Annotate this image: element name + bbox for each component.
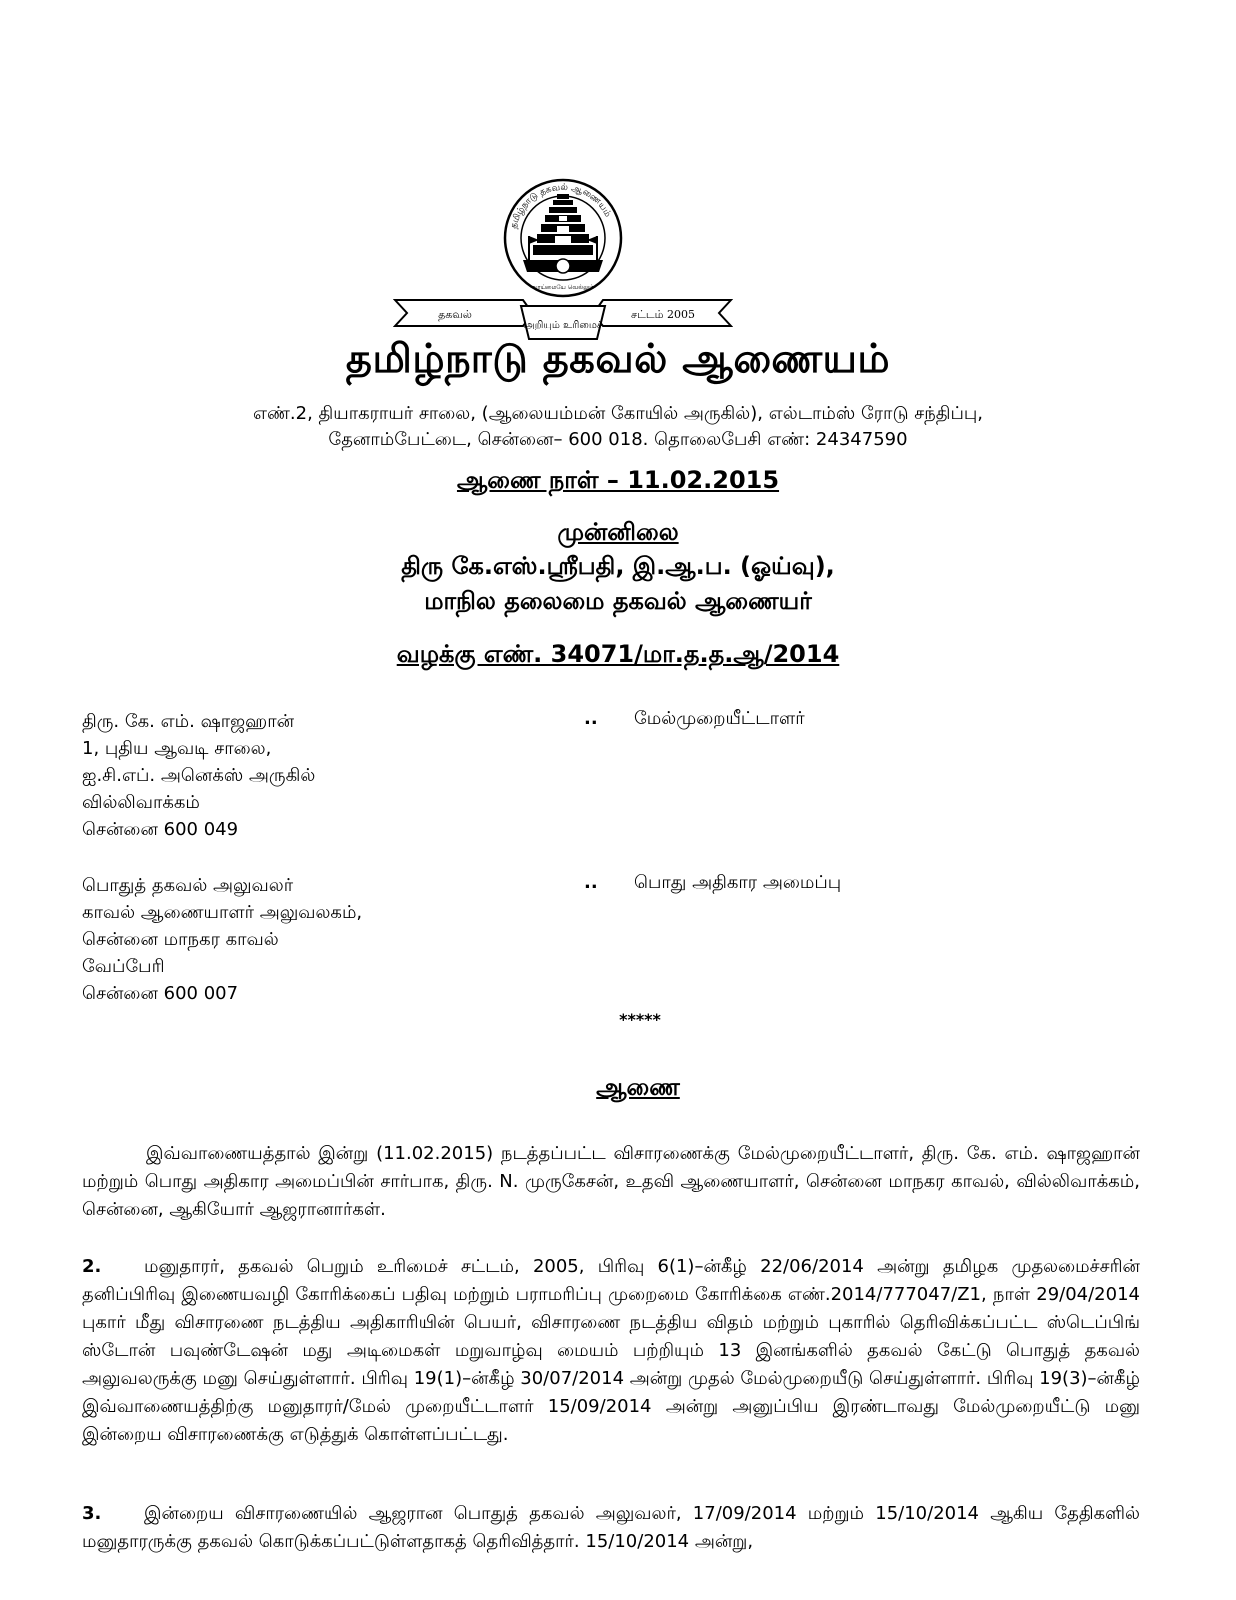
presence-heading: முன்னிலை <box>557 518 679 546</box>
respondent-address <box>82 872 362 1007</box>
appellant-line: திரு. கே. எம். ஷாஜஹான் <box>82 711 295 732</box>
paragraph-2-text: மனுதாரர், தகவல் பெறும் உரிமைச் சட்டம், 2005, பிரிவு 6(1)–ன்கீழ் 22/06/2014 அன்று தமிழக முதலமைச்சரின் தனிப்பிரிவு இணையவழி கோரிக்கைப் பதிவு மற்றும் பராமரிப்பு முறைமை கோரிக்கை எண்.2014/777047/Z1, நாள் 29/04/2014 புகார் மீது விசாரணை நடத்திய அதிகாரியின் பெயர், விசாரணை நடத்திய விதம் மற்றும் புகாரில் தெரிவிக்கப்பட்ட ஸ்டெப்பிங் ஸ்டோன் பவுண்டேஷன் மது அடிமைகள் மறுவாழ்வு மையம் பற்றியும் 13 இனங்களில் தகவல் கேட்டு பொதுத் தகவல் அலுவலருக்கு மனு செய்துள்ளார். பிரிவு 19(1)–ன்கீழ் 30/07/2014 அன்று முதல் மேல்முறையீடு செய்துள்ளார். பிரிவு 19(3)–ன்கீழ் இவ்வாணையத்திற்கு மனுதாரர்/மேல் முறையீட்டாளர் 15/09/2014 அன்று அனுப்பிய இரண்டாவது மேல்முறையீட்டு மனு இன்றைய விசாரணைக்கு எடுத்துக் கொள்ளப்பட்டது. <box>82 1256 1140 1445</box>
order-date: ஆணை நாள் – 11.02.2015 <box>456 466 780 494</box>
svg-text:வாய்மையே வெல்லும்: வாய்மையே வெல்லும் <box>531 284 595 291</box>
svg-text:தகவல்: தகவல் <box>438 308 472 321</box>
appellant-line: 1, புதிய ஆவடி சாலை, <box>82 738 272 759</box>
organization-title: தமிழ்நாடு தகவல் ஆணையம் <box>345 336 891 382</box>
section-divider: ***** <box>619 1010 661 1029</box>
respondent-line: வேப்பேரி <box>82 956 165 977</box>
appellant-separator: .. <box>584 708 598 729</box>
case-number: வழக்கு எண். 34071/மா.த.த.ஆ/2014 <box>396 640 840 668</box>
appellant-line: வில்லிவாக்கம் <box>82 792 200 813</box>
respondent-role: பொது அதிகார அமைப்பு <box>634 872 842 893</box>
respondent-line: சென்னை 600 007 <box>82 983 239 1004</box>
emblem-icon <box>393 176 733 346</box>
respondent-separator: .. <box>584 872 598 893</box>
svg-text:சட்டம் 2005: சட்டம் 2005 <box>631 308 695 321</box>
address-line-2: தேனாம்பேட்டை, சென்னை– 600 018. தொலைபேசி எண்: 24347590 <box>328 429 908 450</box>
paragraph-number: 2. <box>82 1256 102 1277</box>
svg-text:அறியும் உரிமைச்: அறியும் உரிமைச் <box>523 320 603 331</box>
commissioner-name: திரு கே.எஸ்.ஸ்ரீபதி, இ.ஆ.ப. (ஓய்வு), <box>401 552 835 580</box>
paragraph-3-text: இன்றைய விசாரணையில் ஆஜரான பொதுத் தகவல் அலுவலர், 17/09/2014 மற்றும் 15/10/2014 ஆகிய தேதிகளில் மனுதாரருக்கு தகவல் கொடுக்கப்பட்டுள்ளதாகத் தெரிவித்தார். 15/10/2014 அன்று, <box>82 1503 1140 1552</box>
order-heading: ஆணை <box>596 1073 680 1101</box>
paragraph-1: இவ்வாணையத்தால் இன்று (11.02.2015) நடத்தப்பட்ட விசாரணைக்கு மேல்முறையீட்டாளர், திரு. கே. எம். ஷாஜஹான் மற்றும் பொது அதிகார அமைப்பின் சார்பாக, திரு. N. முருகேசன், உதவி ஆணையாளர், சென்னை மாநகர காவல், வில்லிவாக்கம், சென்னை, ஆகியோர் ஆஜரானார்கள். <box>82 1143 1140 1220</box>
appellant-role: மேல்முறையீட்டாளர் <box>634 708 805 729</box>
paragraph-number: 3. <box>82 1503 102 1524</box>
paragraph-3 <box>82 1500 1140 1556</box>
commission-emblem <box>393 176 733 346</box>
appellant-address <box>82 708 315 843</box>
commissioner-designation: மாநில தலைமை தகவல் ஆணையர் <box>424 587 812 615</box>
address-line-1: எண்.2, தியாகராயர் சாலை, (ஆலையம்மன் கோயில் அருகில்), எல்டாம்ஸ் ரோடு சந்திப்பு, <box>252 403 984 424</box>
respondent-line: காவல் ஆணையாளர் அலுவலகம், <box>82 902 363 923</box>
respondent-line: சென்னை மாநகர காவல் <box>82 929 279 950</box>
appellant-line: ஐ.சி.எப். அனெக்ஸ் அருகில் <box>82 765 316 786</box>
svg-text:தமிழ்நாடு தகவல் ஆணையம்: தமிழ்நாடு தகவல் ஆணையம் <box>508 182 613 230</box>
paragraph-2 <box>82 1253 1140 1449</box>
appellant-line: சென்னை 600 049 <box>82 819 239 840</box>
respondent-line: பொதுத் தகவல் அலுவலர் <box>82 875 294 896</box>
